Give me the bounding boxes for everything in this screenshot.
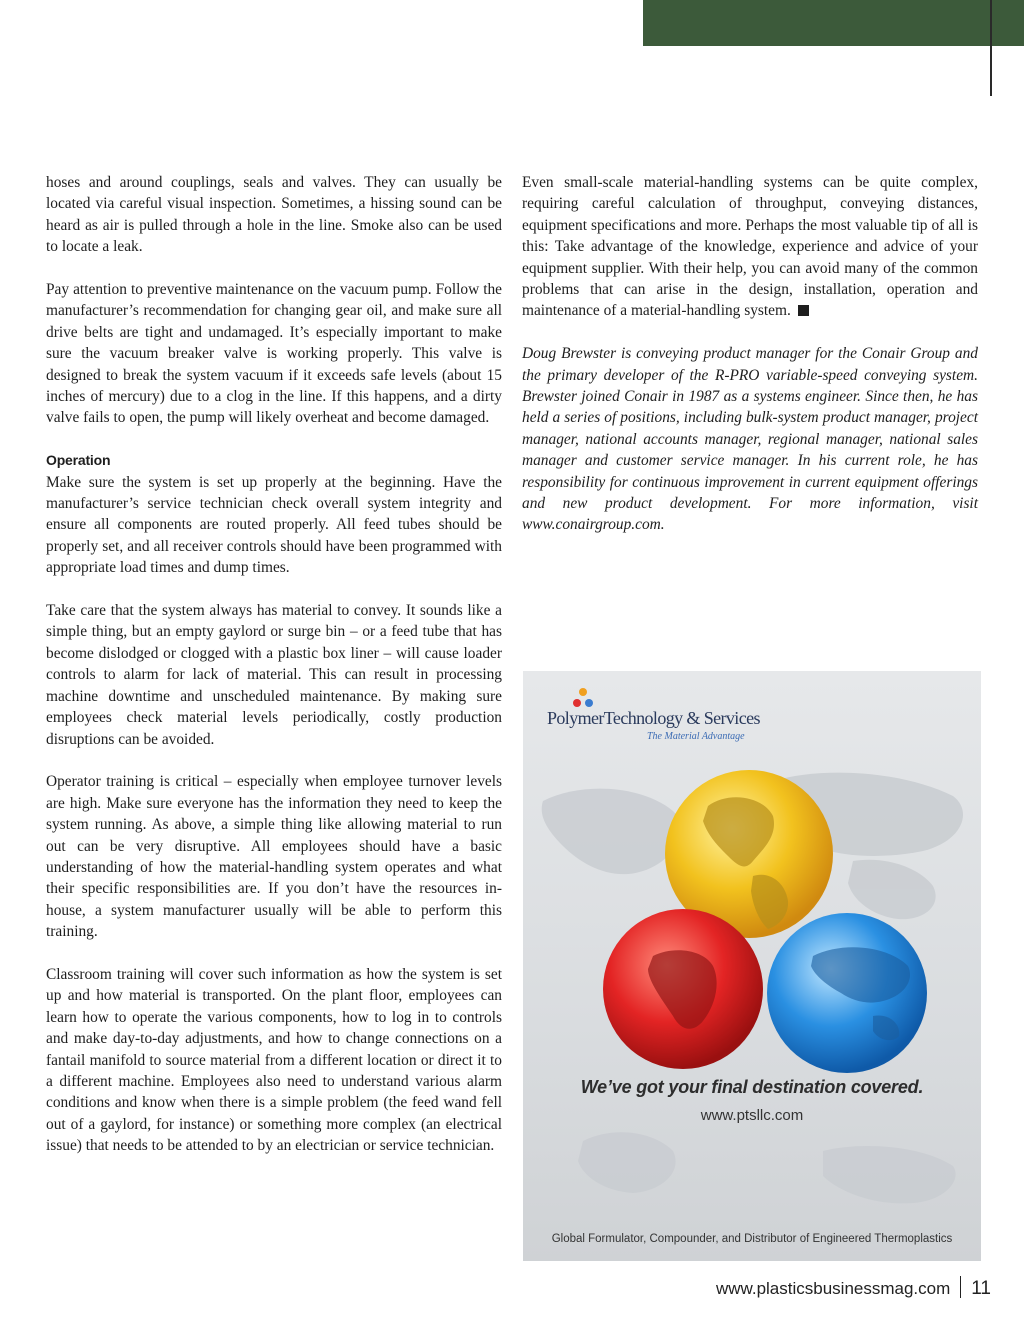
page-footer <box>716 1276 991 1300</box>
header-color-bar <box>643 0 1024 46</box>
red-globe <box>603 909 763 1069</box>
advertiser-logo: PolymerTechnology & Services <box>547 708 760 728</box>
paragraph: Pay attention to preventive maintenance on the vacuum pump. Follow the manufacturer’s recommendation for changing gear oil, and make sure all drive belts are tight and undamaged. It’s especially important to make sure the vacuum breaker valve is working properly. This valve is designed to break the system vacuum if it exceeds safe levels (about 15 inches of mercury) due to a clog in the line. If this happens, and a dirty valve fails to open, the pump will likely overheat and become damaged. <box>46 281 502 427</box>
paragraph: Make sure the system is set up properly at the beginning. Have the manufacturer’s service technician check overall system integrity and ensure all components are routed properly. All feed tubes should be properly set, and all receiver controls should have been programmed with appropriate load times and dump times. <box>46 473 502 577</box>
page-number: 11 <box>971 1278 991 1299</box>
advertisement[interactable] <box>523 671 981 1261</box>
author-bio: Doug Brewster is conveying product manager for the Conair Group and the primary developer of the R-PRO variable-speed conveying system. Brewster joined Conair in 1987 as a systems engineer. Since then, he has held a series of positions, including bulk-system product manager, project manager, national accounts manager, regional manager, national sales manager and customer service manager. In his current role, he has responsibility for continuous improvement in current equipment offerings and new product development. For more information, visit www.conairgroup.com. <box>522 345 978 534</box>
ad-footer-text: Global Formulator, Compounder, and Distributor of Engineered Thermoplastics <box>551 1233 953 1245</box>
advertiser-tagline: The Material Advantage <box>647 731 745 742</box>
paragraph <box>522 172 978 322</box>
blue-globe <box>767 913 927 1073</box>
globes-graphic <box>523 671 981 1261</box>
left-column <box>46 172 502 1178</box>
paragraph: Take care that the system always has material to convey. It sounds like a simple thing, but an empty gaylord or surge bin – or a feed tube that has become dislodged or clogged with a plastic box liner – will cause loader controls to alarm for lack of material. This can result in processing machine downtime and unscheduled maintenance. By making sure employees check material levels periodically, costly production disruptions can be avoided. <box>46 602 502 748</box>
paragraph: Operator training is critical – especially when employee turnover levels are high. Make sure everyone has the information they need to keep the system running. As above, a simple thing like allowing material to run out can be very disruptive. All employees should have a basic understanding of how the material-handling system operates and what their specific responsibilities are. If you don’t have the resources in-house, a system manufacturer usually will be able to perform this training. <box>46 773 502 941</box>
ad-website-link[interactable]: www.ptsllc.com <box>700 1107 804 1124</box>
end-of-article-mark <box>798 305 809 316</box>
ad-headline: We’ve got your final destination covered. <box>580 1077 924 1097</box>
closing-paragraph-text: Even small-scale material-handling systems can be quite complex, requiring careful calculation of throughput, conveying distances, equipment specifications and more. Perhaps the most valuable tip of all is this: Take advantage of the knowledge, experience and advice of your equipment supplier. With their help, you can avoid many of the common problems that can arise in the design, installation, operation and maintenance of a material-handling system. <box>522 174 978 320</box>
header-vertical-rule <box>990 0 992 96</box>
footer-divider <box>960 1276 961 1298</box>
section-heading: Operation <box>46 452 111 469</box>
paragraph: Classroom training will cover such information as how the system is set up and how material is transported. On the plant floor, employees can learn how to operate the various components, how to log in to controls and make day-to-day adjustments, and how to change connections on a fantail manifold to source material from a different location or direct it to a different machine. Employees also need to understand various alarm conditions and know when there is a simple problem (the feed wand fell out of a gaylord, for instance) or something more complex (an electrical issue) that needs to be attended to by an electrician or service technician. <box>46 965 502 1155</box>
magazine-website: www.plasticsbusinessmag.com <box>715 1279 951 1298</box>
right-column <box>522 172 978 557</box>
paragraph: hoses and around couplings, seals and valves. They can usually be located via careful visual inspection. Sometimes, a hissing sound can be heard as air is pulled through a hole in the line. Smoke also can be used to locate a leak. <box>46 174 502 256</box>
